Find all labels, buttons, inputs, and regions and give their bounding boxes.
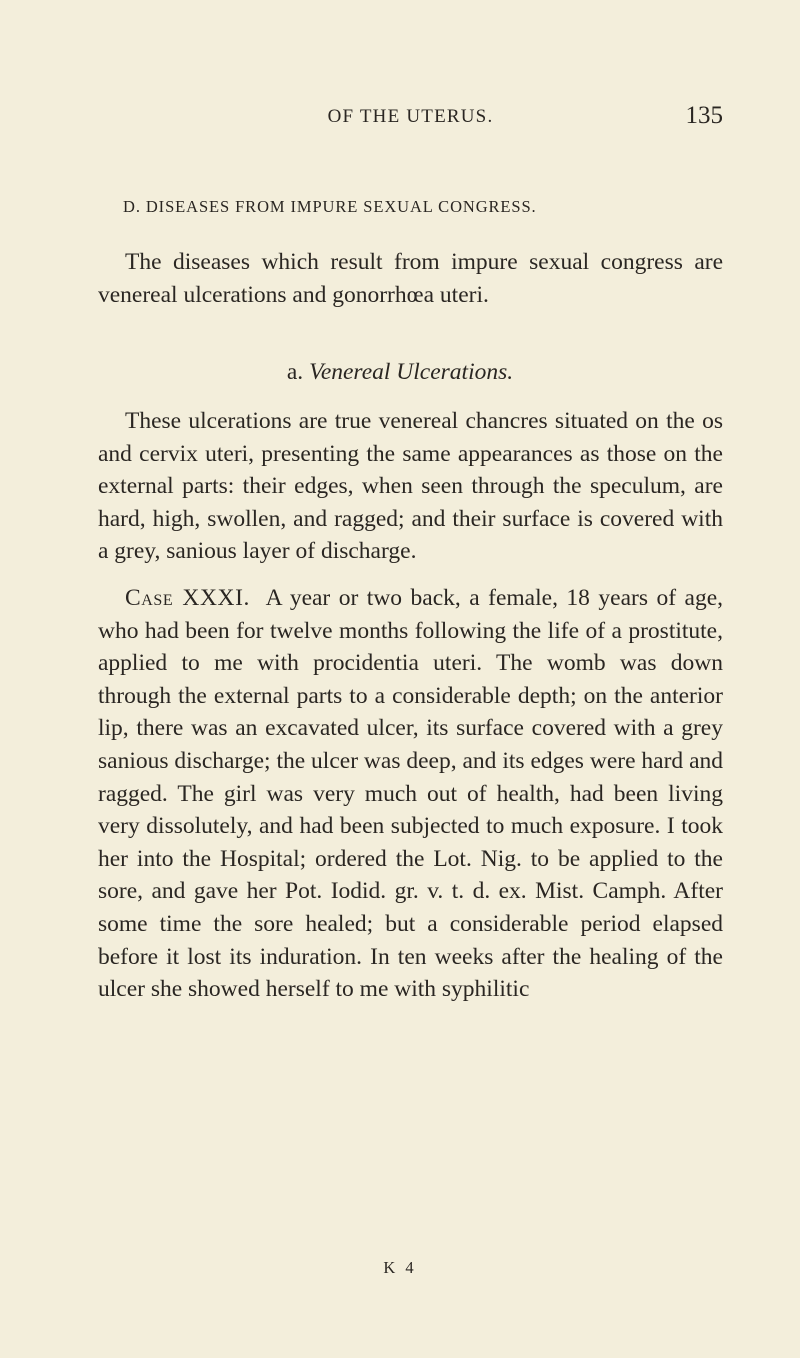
signature-mark: K 4 bbox=[383, 1258, 417, 1277]
page-number: 135 bbox=[685, 102, 723, 129]
case-label: Case XXXI. bbox=[125, 585, 250, 611]
running-title: OF THE UTERUS. bbox=[327, 106, 494, 127]
venereal-paragraph bbox=[98, 405, 723, 568]
intro-text: The diseases which result from impure sexual congress are venereal ulcerations and gonorrhœa uteri. bbox=[98, 249, 723, 308]
case-text: A year or two back, a female, 18 years of age, who had been for twelve months following the life of a prostitute, applied to me with procidentia uteri. The womb was down through the external parts to a considerable depth; on the anterior lip, there was an excavated ulcer, its surface covered with a grey sanious discharge; the ulcer was deep, and its edges were hard and ragged. The girl was very much out of health, had been living very dissolutely, and had been subjected to much exposure. I took her into the Hospital; ordered the Lot. Nig. to be applied to the sore, and gave her Pot. Iodid. gr. v. t. d. ex. Mist. Camph. After some time the sore healed; but a considerable period elapsed before it lost its induration. In ten weeks after the healing of the ulcer she showed herself to me with syphilitic bbox=[98, 585, 724, 1003]
section-heading: D. DISEASES FROM IMPURE SEXUAL CONGRESS. bbox=[123, 197, 537, 216]
running-head bbox=[98, 102, 723, 136]
case-paragraph bbox=[98, 582, 723, 1006]
case-body bbox=[98, 582, 723, 1006]
subsection-title: Venereal Ulcerations. bbox=[309, 359, 514, 385]
venereal-text: These ulcerations are true venereal chancres situated on the os and cervix uteri, presenting the same appearances as those on the external parts: their edges, when seen through the speculum, are hard, high, swollen, and ragged; and their surface is covered with a grey, sanious layer of discharge. bbox=[98, 408, 723, 565]
subsection-heading bbox=[0, 359, 800, 386]
subsection-letter: a. bbox=[286, 359, 304, 385]
intro-paragraph bbox=[98, 246, 723, 311]
